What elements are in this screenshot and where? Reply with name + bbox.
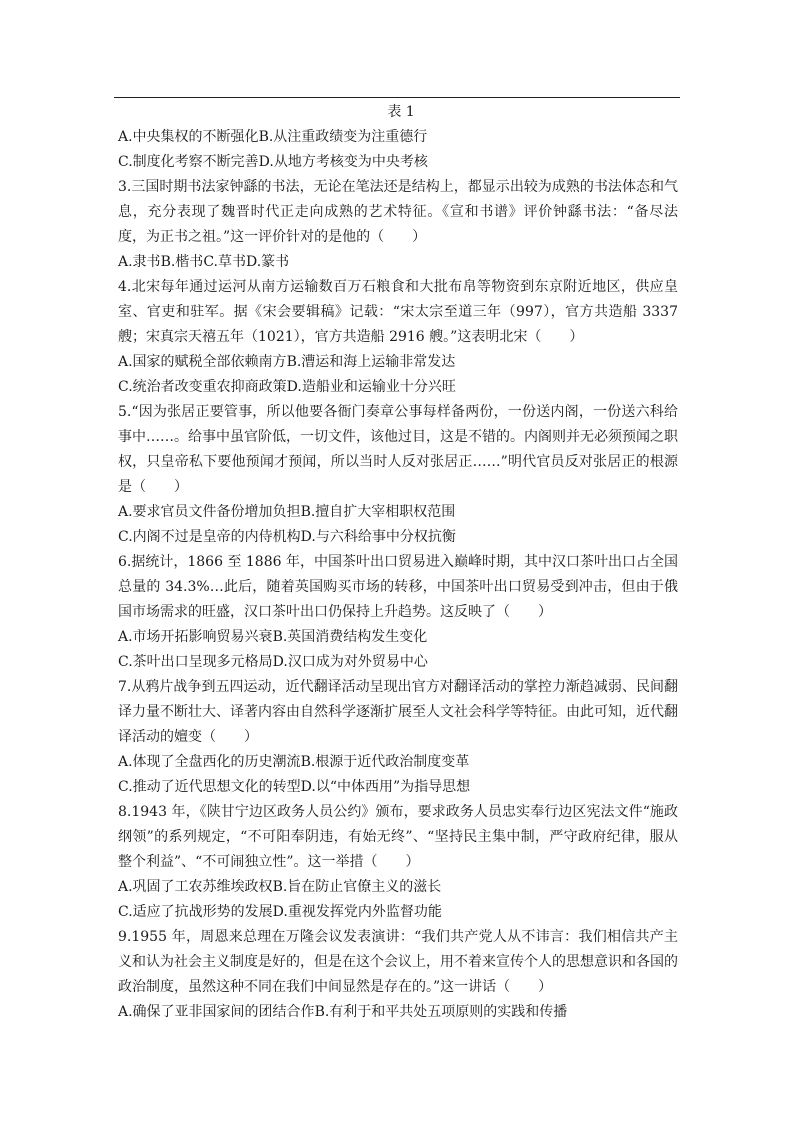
question-3-options [118, 250, 678, 275]
option-c: C.统治者改变重农抑商政策 [118, 379, 287, 395]
option-d: D.篆书 [245, 254, 290, 270]
option-d: D.从地方考核变为中央考核 [258, 154, 428, 170]
question-9-options-row-1 [118, 1000, 678, 1025]
option-d: D.与六科给事中分权抗衡 [300, 529, 456, 545]
option-d: D.造船业和运输业十分兴旺 [286, 379, 456, 395]
option-b: B.有利于和平共处五项原则的实践和传播 [314, 1004, 568, 1020]
option-b: B.根源于近代政治制度变革 [300, 754, 470, 770]
option-b: B.英国消费结构发生变化 [272, 629, 428, 645]
question-5-stem: 5.“因为张居正要管事，所以他要各衙门奏章公事每样备两份，一份送内阁，一份送六科给事中……。给事中虽官阶低，一切文件，该他过目，这是不错的。内阁则并无必须预闻之职权，只皇帝私下要他预闻才预闻，所以当时人反对张居正……”明代官员反对张居正的根源是（ ） [118, 404, 678, 495]
question-7-options-row-1 [118, 750, 678, 775]
question-6-stem: 6.据统计，1866 至 1886 年，中国茶叶出口贸易进入巅峰时期，其中汉口茶叶出口占全国总量的 34.3%…此后，随着英国购买市场的转移，中国茶叶出口贸易受到冲击，但由于俄国市场需求的旺盛，汉口茶叶出口仍保持上升趋势。这反映了（ ） [118, 554, 678, 620]
option-a: A.要求官员文件备份增加负担 [118, 504, 301, 520]
option-a: A.国家的赋税全部依赖南方 [118, 354, 287, 370]
question-6-options-row-1 [118, 625, 678, 650]
option-a: A.体现了全盘西化的历史潮流 [118, 754, 301, 770]
option-b: B.旨在防止官僚主义的滋长 [272, 879, 442, 895]
option-c: C.内阁不过是皇帝的内侍机构 [118, 529, 301, 545]
question-7-stem: 7.从鸦片战争到五四运动，近代翻译活动呈现出官方对翻译活动的掌控力渐趋减弱、民间翻译力量不断壮大、译著内容由自然科学逐渐扩展至人文社会科学等特征。由此可知，近代翻译活动的嬗变（ ） [118, 679, 678, 745]
option-a: A.中央集权的不断强化 [118, 129, 259, 145]
question-9-stem: 9.1955 年，周恩来总理在万隆会议发表演讲：“我们共产党人从不讳言：我们相信共产主义和认为社会主义制度是好的，但是在这个会议上，用不着来宣传个人的思想意识和各国的政治制度，虽然这种不同在我们中间显然是存在的。”这一讲话（ ） [118, 929, 678, 995]
exam-content [118, 100, 678, 1025]
question-8-options-row-2 [118, 900, 678, 925]
option-b: B.楷书 [160, 254, 204, 270]
option-c: C.适应了抗战形势的发展 [118, 904, 273, 920]
option-b: B.擅自扩大宰相职权范围 [300, 504, 456, 520]
question-5-options-row-1 [118, 500, 678, 525]
question-5-options-row-2 [118, 525, 678, 550]
option-b: B.从注重政绩变为注重德行 [258, 129, 428, 145]
question-4-options-row-1 [118, 350, 678, 375]
top-rule [114, 97, 680, 98]
question-4-options-row-2 [118, 375, 678, 400]
question-7-options-row-2 [118, 775, 678, 800]
option-d: D.汉口成为对外贸易中心 [272, 654, 428, 670]
option-d: D.以“中体西用”为指导思想 [300, 779, 471, 795]
question-4-stem: 4.北宋每年通过运河从南方运输数百万石粮食和大批布帛等物资到东京附近地区，供应皇室、官吏和驻军。据《宋会要辑稿》记载：“宋太宗至道三年（997），官方共造船 3337 艘；宋真宗天禧五年（1021），官方共造船 2916 艘。”这表明北宋（ ） [118, 279, 678, 345]
option-c: C.茶叶出口呈现多元格局 [118, 654, 273, 670]
option-a: A.确保了亚非国家间的团结合作 [118, 1004, 315, 1020]
option-c: C.推动了近代思想文化的转型 [118, 779, 301, 795]
table-caption: 表 1 [387, 104, 415, 120]
option-c: C.制度化考察不断完善 [118, 154, 259, 170]
prev-options-row-1 [118, 125, 678, 150]
question-8-stem: 8.1943 年，《陕甘宁边区政务人员公约》颁布，要求政务人员忠实奉行边区宪法文件“施政纲领”的系列规定，“不可阳奉阴违，有始无终”、“坚持民主集中制，严守政府纪律，服从整个利益”、“不可闹独立性”。这一举措（ ） [118, 804, 678, 870]
option-a: A.巩固了工农苏维埃政权 [118, 879, 273, 895]
option-d: D.重视发挥党内外监督功能 [272, 904, 442, 920]
option-c: C.草书 [203, 254, 246, 270]
option-a: A.市场开拓影响贸易兴衰 [118, 629, 273, 645]
option-a: A.隶书 [118, 254, 161, 270]
option-b: B.漕运和海上运输非常发达 [286, 354, 456, 370]
question-6-options-row-2 [118, 650, 678, 675]
prev-options-row-2 [118, 150, 678, 175]
question-8-options-row-1 [118, 875, 678, 900]
question-3-stem: 3.三国时期书法家钟繇的书法，无论在笔法还是结构上，都显示出较为成熟的书法体态和气息，充分表现了魏晋时代正走向成熟的艺术特征。《宣和书谱》评价钟繇书法：“备尽法度，为正书之祖。”这一评价针对的是他的（ ） [118, 179, 678, 245]
